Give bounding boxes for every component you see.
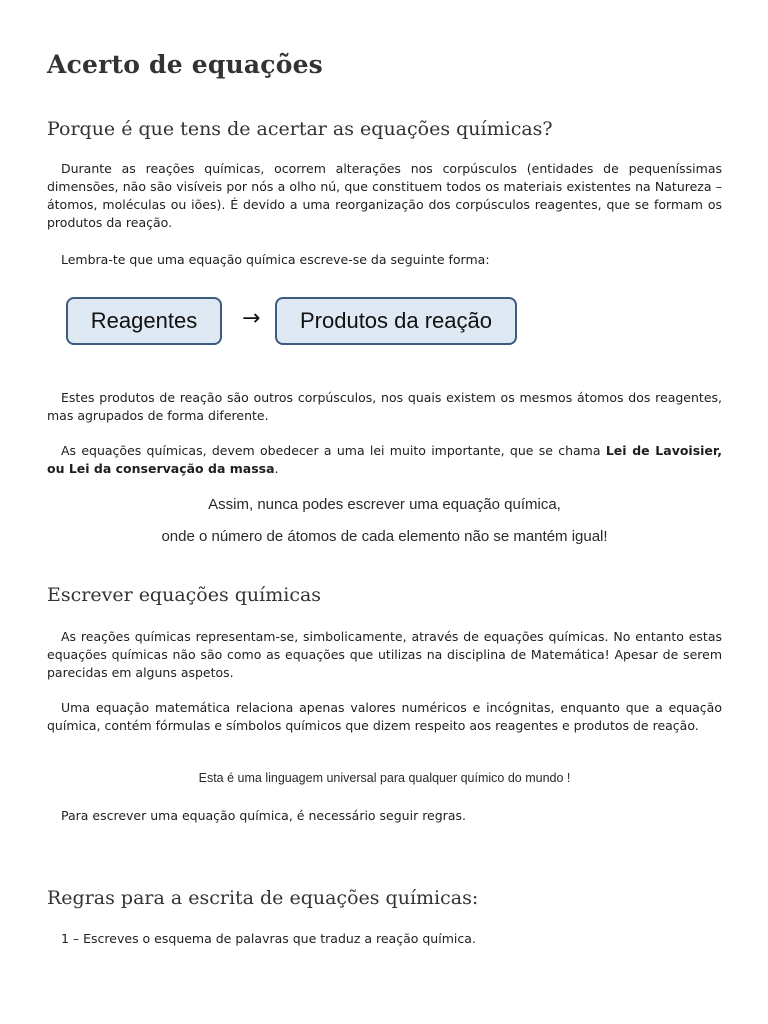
callout-linguagem-universal: Esta é uma linguagem universal para qualquer químico do mundo ! [198,771,571,785]
reagentes-box: Reagentes [66,297,222,345]
page-title: Acerto de equações [47,50,323,79]
paragraph-seguir-regras: Para escrever uma equação química, é necessário seguir regras. [61,808,466,823]
lei-lavoisier-bold: Lei de Lavoisier, ou Lei da conservação da massa [47,443,722,476]
callout-line-1: Assim, nunca podes escrever uma equação química, [208,496,561,513]
paragraph-lei-lavoisier: As equações químicas, devem obedecer a uma lei muito importante, que se chama Lei de Lavoisier, ou Lei da conservação da massa. [47,443,722,476]
paragraph-equacao-matematica: Uma equação matemática relaciona apenas valores numéricos e incógnitas, enquanto que a equação química, contém fórmulas e símbolos químicos que dizem respeito aos reagentes e produtos de reação. [47,700,722,733]
paragraph-representam: As reações químicas representam-se, simbolicamente, através de equações químicas. No entanto estas equações químicas não são como as equações que utilizas na disciplina de Matemática! Apesar de serem parecidas em alguns aspetos. [47,629,722,680]
right-arrow-icon: → [242,306,261,331]
section-heading-escrever: Escrever equações químicas [47,584,322,606]
paragraph-produtos-reacao: Estes produtos de reação são outros corpúsculos, nos quais existem os mesmos átomos dos reagentes, mas agrupados de forma diferente. [47,390,722,423]
produtos-box: Produtos da reação [275,297,517,345]
paragraph-lembra-te: Lembra-te que uma equação química escreve-se da seguinte forma: [61,252,490,267]
paragraph-corpusculos: Durante as reações químicas, ocorrem alterações nos corpúsculos (entidades de pequeníssimas dimensões, não são visíveis por nós a olho nú, que constituem todos os materiais existentes na Natureza – átomos, moléculas ou iões). É devido a uma reorganização dos corpúsculos reagentes, que se formam os produtos da reação. [47,161,722,230]
rule-item-1: 1 – Escreves o esquema de palavras que traduz a reação química. [61,931,476,946]
callout-line-2: onde o número de átomos de cada elemento não se mantém igual! [161,528,608,545]
section-heading-regras: Regras para a escrita de equações químicas: [47,887,479,909]
section-heading-why-balance: Porque é que tens de acertar as equações químicas? [47,118,553,140]
